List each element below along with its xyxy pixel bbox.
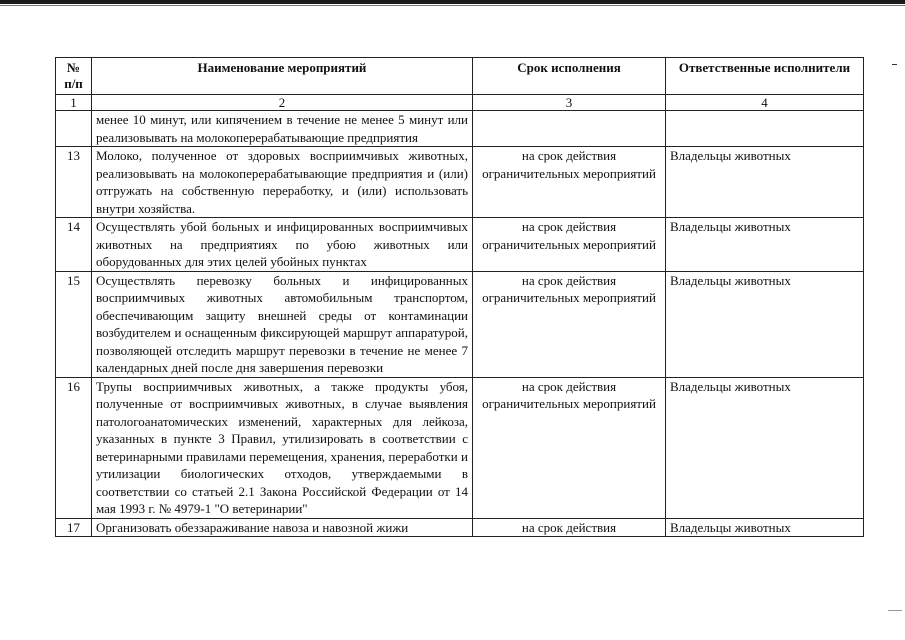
measure-name: Осуществлять перевозку больных и инфицированных восприимчивых животных автомобильным транспортом, обеспечивающим защиту внешней среды от контаминации возбудителем и оснащенным фиксирующей маршрут аппаратурой, позволяющей отследить маршрут перевозки в течение не менее 7 календарных дней после дня завершения перевозки	[92, 271, 473, 377]
measure-responsible	[666, 111, 864, 147]
column-number-row	[56, 95, 864, 111]
row-number: 17	[56, 518, 92, 537]
measure-name: Организовать обеззараживание навоза и навозной жижи	[92, 518, 473, 537]
measure-responsible: Владельцы животных	[666, 218, 864, 272]
measure-responsible: Владельцы животных	[666, 518, 864, 537]
header-deadline: Срок исполнения	[473, 58, 666, 95]
measure-deadline	[473, 111, 666, 147]
table-header-row	[56, 58, 864, 95]
measure-name: менее 10 минут, или кипячением в течение не менее 5 минут или реализовывать на молокоперерабатывающие предприятия	[92, 111, 473, 147]
row-number	[56, 111, 92, 147]
header-measure-name: Наименование мероприятий	[92, 58, 473, 95]
measure-deadline: на срок действия ограничительных мероприятий	[473, 271, 666, 377]
measure-deadline: на срок действия ограничительных мероприятий	[473, 218, 666, 272]
top-border-line-thin	[0, 5, 905, 6]
measure-responsible: Владельцы животных	[666, 377, 864, 518]
measure-deadline: на срок действия ограничительных мероприятий	[473, 147, 666, 218]
measure-responsible: Владельцы животных	[666, 271, 864, 377]
column-number: 3	[473, 95, 666, 111]
top-border-line	[0, 0, 905, 4]
measure-name: Трупы восприимчивых животных, а также продукты убоя, полученные от восприимчивых животных, в случае выявления патологоанатомических изменений, характерных для лейкоза, указанных в пункте 3 Правил, утилизировать в соответствии с ветеринарными правилами перемещения, хранения, переработки и утилизации биологических отходов, утверждаемыми в соответствии со статьей 2.1 Закона Российской Федерации от 14 мая 1993 г. № 4979-1 "О ветеринарии"	[92, 377, 473, 518]
table-row	[56, 111, 864, 147]
measure-deadline: на срок действия	[473, 518, 666, 537]
measure-responsible: Владельцы животных	[666, 147, 864, 218]
table-row	[56, 518, 864, 537]
measure-name: Молоко, полученное от здоровых восприимчивых животных, реализовывать на молокоперерабатывающие предприятия и (или) отгружать на собственную переработку, и (или) использовать внутри хозяйства.	[92, 147, 473, 218]
column-number: 4	[666, 95, 864, 111]
column-number: 1	[56, 95, 92, 111]
row-number: 13	[56, 147, 92, 218]
table-row	[56, 271, 864, 377]
table-row	[56, 147, 864, 218]
margin-scan-mark	[888, 610, 902, 611]
margin-tick-mark	[892, 64, 897, 65]
row-number: 16	[56, 377, 92, 518]
row-number: 14	[56, 218, 92, 272]
table-row	[56, 218, 864, 272]
header-responsible: Ответственные исполнители	[666, 58, 864, 95]
column-number: 2	[92, 95, 473, 111]
measure-name: Осуществлять убой больных и инфицированных восприимчивых животных на предприятиях по убою животных или оборудованных для этих целей убойных пунктах	[92, 218, 473, 272]
table-row	[56, 377, 864, 518]
row-number: 15	[56, 271, 92, 377]
header-number: № п/п	[56, 58, 92, 95]
measure-deadline: на срок действия ограничительных мероприятий	[473, 377, 666, 518]
measures-table	[55, 57, 864, 537]
